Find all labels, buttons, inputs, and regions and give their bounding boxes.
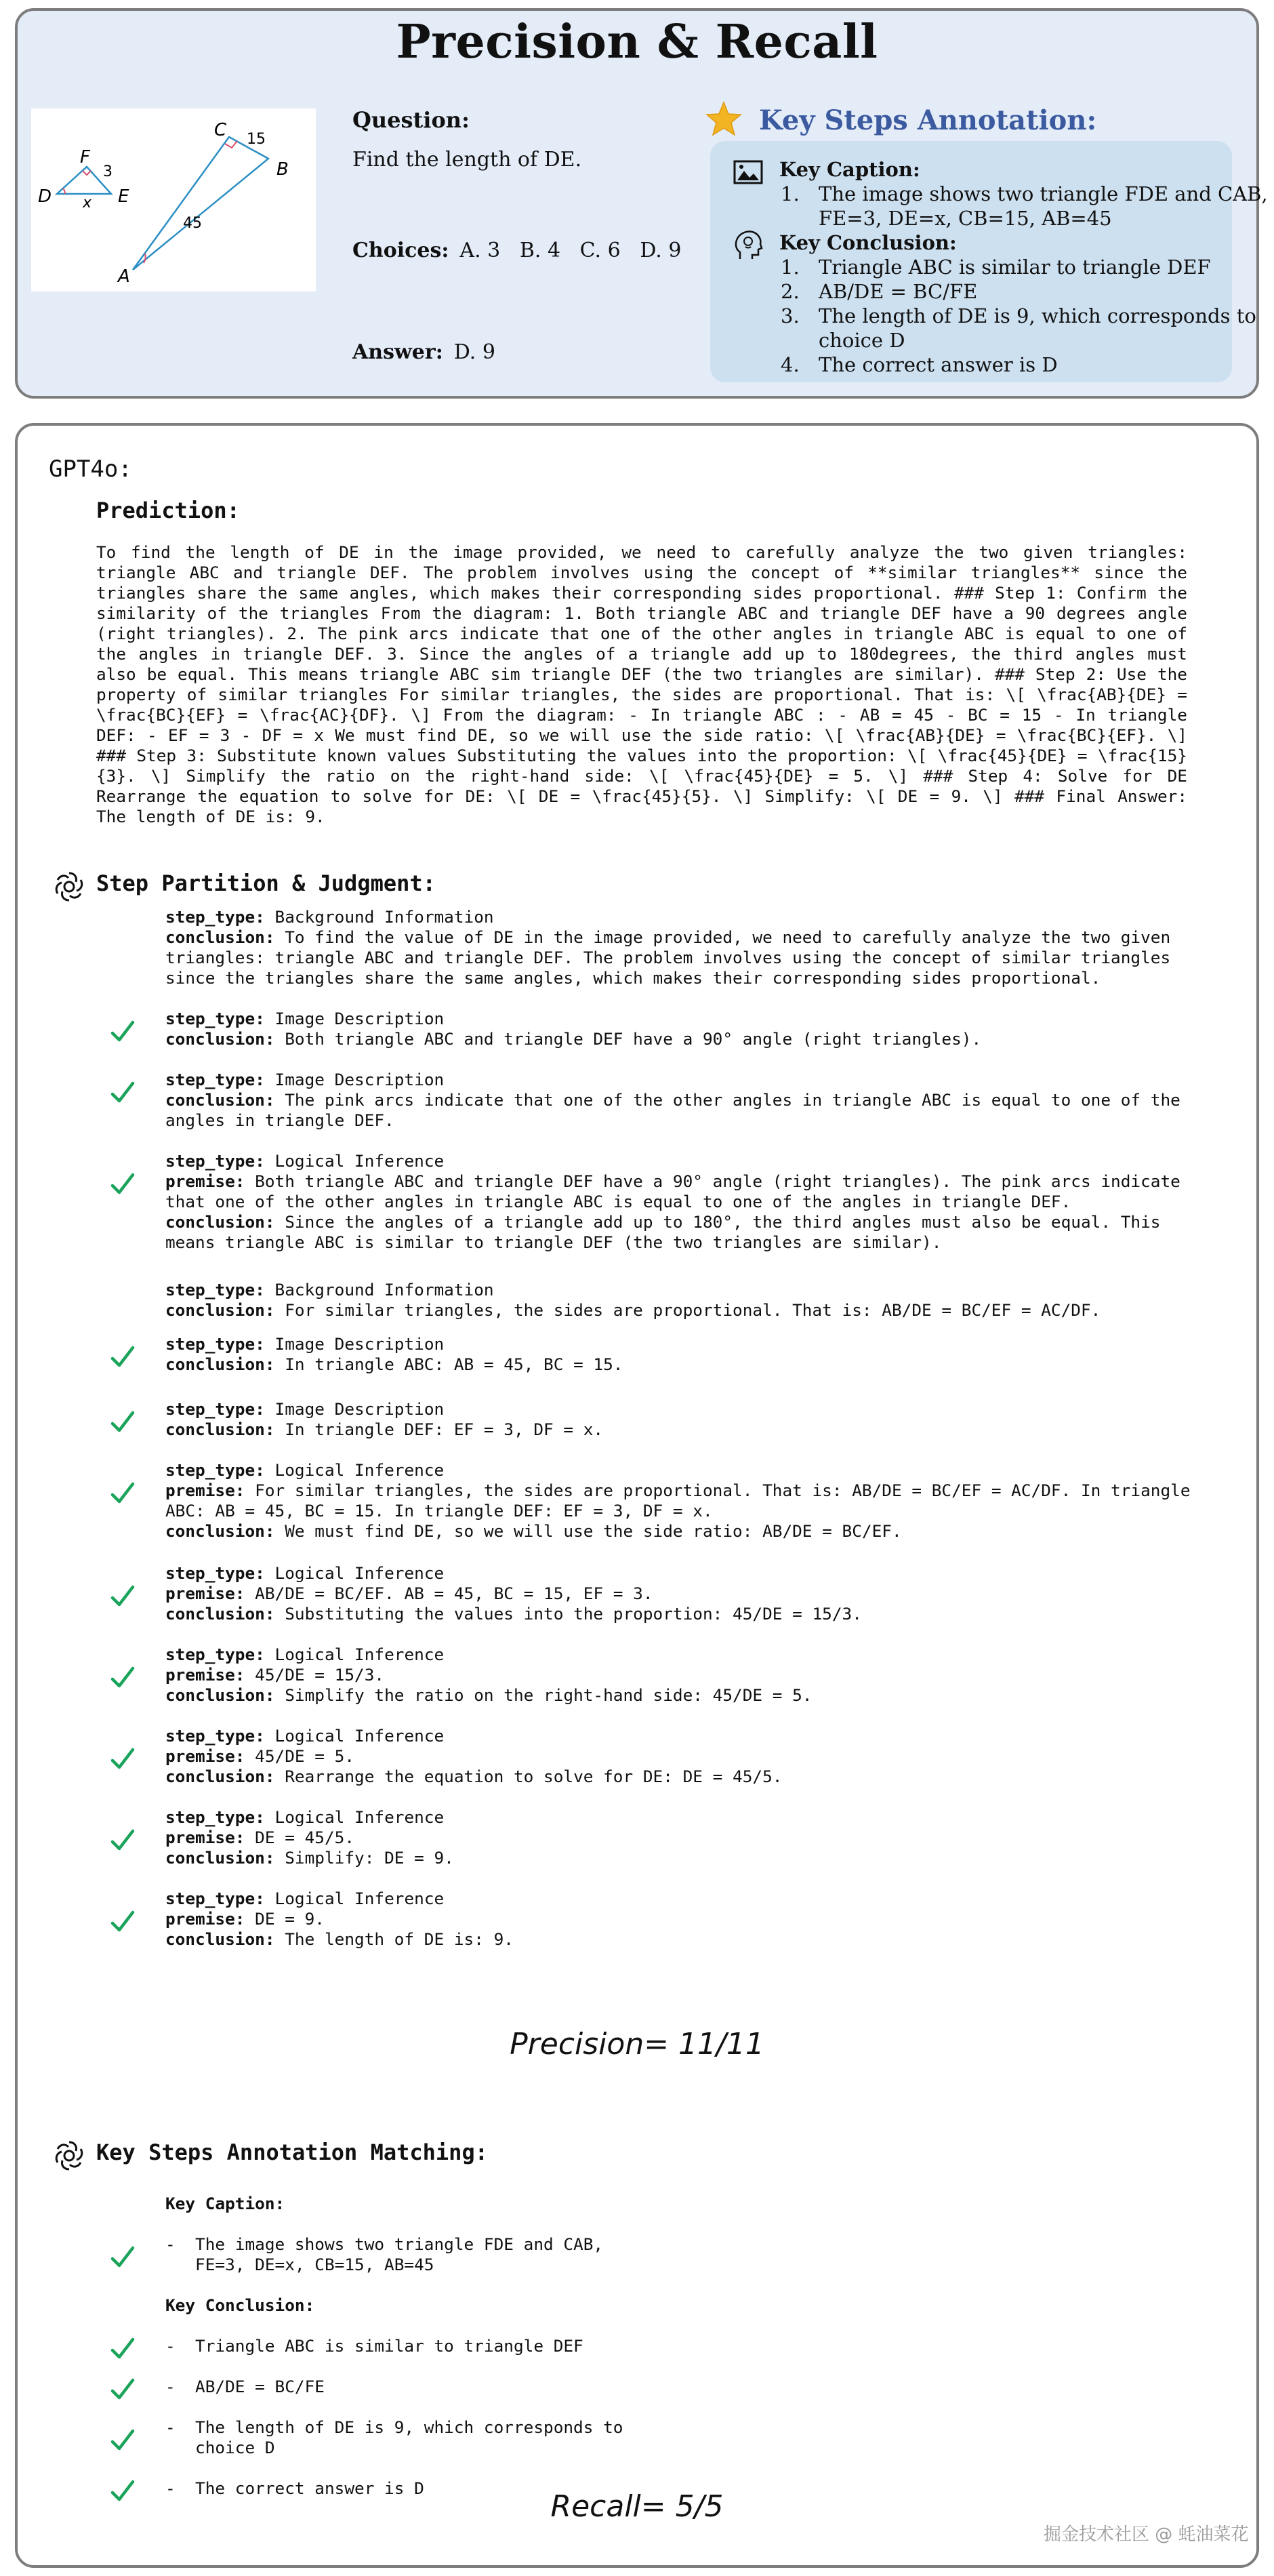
- step-item: [165, 1807, 1195, 1868]
- step-type-line: step_type: Image Description: [165, 1334, 445, 1354]
- choices-row: [352, 239, 681, 262]
- key-conclusion-head: Key Conclusion:: [779, 231, 957, 254]
- step-item: [165, 1645, 1195, 1706]
- step-conclusion-line: conclusion: The pink arcs indicate that one of the other angles in triangle ABC is equal to one of the angles in triangle DEF.: [165, 1090, 1180, 1130]
- answer-row: [352, 340, 495, 364]
- step-item: [165, 1563, 1195, 1624]
- key-conclusion-item: 2. AB/DE = BC/FE: [781, 280, 978, 303]
- image-icon: [733, 160, 763, 184]
- matching-heading: Key Steps Annotation Matching:: [96, 2139, 488, 2165]
- watermark: 掘金技术社区 @ 蚝油菜花: [1044, 2524, 1249, 2545]
- step-type-line: step_type: Background Information: [165, 1280, 494, 1300]
- step-conclusion-line: conclusion: Both triangle ABC and triangle DEF have a 90° angle (right triangles).: [165, 1029, 982, 1049]
- step-conclusion-line: conclusion: Since the angles of a triangle add up to 180°, the third angles must also be equal. This means triangle ABC is similar to triangle DEF (the two triangles are similar).: [165, 1212, 1161, 1252]
- check-icon: [108, 1664, 136, 1691]
- check-icon: [108, 1583, 136, 1610]
- prediction-heading: Prediction:: [96, 498, 240, 523]
- step-type-line: step_type: Logical Inference: [165, 1563, 445, 1583]
- answer-text: D. 9: [453, 340, 495, 364]
- label-a: A: [118, 266, 130, 287]
- question-label: Question:: [352, 107, 470, 133]
- label-x: x: [83, 195, 92, 212]
- step-item: [165, 1889, 1195, 1950]
- step-conclusion-line: conclusion: We must find DE, so we will use the side ratio: AB/DE = BC/EF.: [165, 1521, 902, 1541]
- choices-label: Choices:: [352, 239, 449, 262]
- step-type-line: step_type: Logical Inference: [165, 1889, 445, 1908]
- precision-result: Precision= 11/11: [510, 2027, 764, 2061]
- recall-result: Recall= 5/5: [550, 2489, 724, 2524]
- step-conclusion-line: conclusion: Rearrange the equation to solve for DE: DE = 45/5.: [165, 1767, 783, 1786]
- key-conclusion-item: 3. The length of DE is 9, which corresponds to: [781, 304, 1256, 327]
- model-name: GPT4o:: [49, 456, 132, 483]
- key-conclusion-item: 4. The correct answer is D: [781, 353, 1058, 376]
- star-icon: [705, 100, 743, 138]
- check-icon: [108, 2478, 136, 2505]
- step-premise-line: premise: DE = 45/5.: [165, 1828, 355, 1847]
- check-icon: [108, 1079, 136, 1106]
- check-icon: [108, 1908, 136, 1935]
- label-d: D: [38, 186, 52, 207]
- step-conclusion-line: conclusion: Simplify the ratio on the right-hand side: 45/DE = 5.: [165, 1685, 813, 1705]
- step-premise-line: premise: AB/DE = BC/EF. AB = 45, BC = 15, EF = 3.: [165, 1584, 653, 1603]
- step-item: [165, 1070, 1195, 1131]
- check-icon: [108, 1018, 136, 1045]
- head-brain-icon: [733, 229, 763, 262]
- step-conclusion-line: conclusion: Simplify: DE = 9.: [165, 1848, 454, 1868]
- check-icon: [108, 1409, 136, 1436]
- check-icon: [108, 1344, 136, 1371]
- key-caption-head: Key Caption:: [779, 158, 920, 181]
- step-premise-line: premise: 45/DE = 15/3.: [165, 1665, 385, 1685]
- key-conclusion-item-cont: choice D: [819, 329, 905, 352]
- step-partition-heading: Step Partition & Judgment:: [96, 870, 436, 896]
- check-icon: [108, 1827, 136, 1854]
- step-type-line: step_type: Logical Inference: [165, 1460, 445, 1480]
- label-f: F: [80, 147, 90, 167]
- step-item: [165, 1399, 1195, 1440]
- triangle-figure: [31, 108, 316, 291]
- matching-caption-head: Key Caption:: [165, 2194, 285, 2213]
- matching-conclusion-item: - The length of DE is 9, which corresponds to choice D: [165, 2417, 623, 2457]
- step-type-line: step_type: Logical Inference: [165, 1807, 445, 1827]
- label-e: E: [118, 186, 129, 207]
- step-type-line: step_type: Logical Inference: [165, 1151, 445, 1171]
- check-icon: [108, 1171, 136, 1198]
- key-steps-title: Key Steps Annotation:: [759, 104, 1097, 136]
- triangles-diagram: [31, 108, 316, 291]
- matching-caption-item: - The image shows two triangle FDE and CAB, FE=3, DE=x, CB=15, AB=45: [165, 2234, 604, 2274]
- label-c: C: [214, 120, 227, 140]
- prediction-text: To find the length of DE in the image provided, we need to carefully analyze the two given triangles: triangle ABC and triangle DEF. The problem involves using the concept of **similar triangles** since the triangles share the same angles, which makes their corresponding sides proportional. ### Step 1: Confirm the similarity of the triangles From the diagram: 1. Both triangle ABC and triangle DEF have a 90 degrees angle (right triangles). 2. The pink arcs indicate that one of the other angles in triangle ABC is equal to one of the angles in triangle DEF. 3. Since the angles of a triangle add up to 180degrees, the third angles must also be equal. This means triangle ABC sim triangle DEF (the two triangles are similar). ### Step 2: Use the property of similar triangles For similar triangles, the sides are proportional. That is: \[ \frac{AB}{DE} = \frac{BC}{EF} = \frac{AC}{DF}. \] From the diagram: - In triangle ABC : - AB = 45 - BC = 15 - In triangle DEF: - EF = 3 - DF = x We must find DE, so we will use the side ratio: \[ \frac{AB}{DE} = \frac{BC}{EF}. \] ### Step 3: Substitute known values Substituting the values into the proportion: \[ \frac{45}{DE} = \frac{15}{3}. \] Simplify the ratio on the right-hand side: \[ \frac{45}{DE} = 5. \] ### Step 4: Solve for DE Rearrange the equation to solve for DE: \[ DE = \frac{45}{5}. \] Simplify: \[ DE = 9. \] ### Final Answer: The length of DE is: 9.: [96, 542, 1187, 826]
- step-item: [165, 1334, 1195, 1375]
- openai-logo-icon: [53, 2139, 85, 2172]
- step-conclusion-line: conclusion: Substituting the values into the proportion: 45/DE = 15/3.: [165, 1604, 862, 1624]
- triangle-cab: [133, 137, 268, 270]
- key-conclusion-item: 1. Triangle ABC is similar to triangle DEF: [781, 256, 1211, 279]
- answer-label: Answer:: [352, 340, 443, 364]
- check-icon: [108, 2244, 136, 2271]
- choices-text: A. 3 B. 4 C. 6 D. 9: [459, 239, 682, 262]
- step-type-line: step_type: Logical Inference: [165, 1645, 445, 1664]
- key-caption-item-cont: FE=3, DE=x, CB=15, AB=45: [819, 207, 1112, 230]
- step-type-line: step_type: Image Description: [165, 1009, 445, 1028]
- step-type-line: step_type: Background Information: [165, 907, 494, 927]
- check-icon: [108, 2376, 136, 2403]
- matching-conclusion-head: Key Conclusion:: [165, 2295, 315, 2315]
- step-conclusion-line: conclusion: The length of DE is: 9.: [165, 1929, 514, 1949]
- question-text: Find the length of DE.: [352, 148, 582, 172]
- step-conclusion-line: conclusion: In triangle DEF: EF = 3, DF = x.: [165, 1420, 604, 1439]
- label-3: 3: [103, 163, 112, 180]
- step-item: [165, 1151, 1195, 1253]
- step-item: [165, 1726, 1195, 1787]
- step-type-line: step_type: Logical Inference: [165, 1726, 445, 1746]
- check-icon: [108, 2427, 136, 2454]
- step-premise-line: premise: 45/DE = 5.: [165, 1746, 355, 1766]
- step-item: [165, 1460, 1195, 1542]
- check-icon: [108, 2335, 136, 2362]
- step-premise-line: premise: Both triangle ABC and triangle DEF have a 90° angle (right triangles). The pink arcs indicate that one of the other angles in triangle ABC is equal to one of the angles in triangle DEF.: [165, 1171, 1180, 1211]
- check-icon: [108, 1480, 136, 1507]
- label-b: B: [276, 159, 289, 180]
- step-premise-line: premise: DE = 9.: [165, 1909, 325, 1929]
- right-angle-mark-f: [83, 171, 91, 175]
- check-icon: [108, 1746, 136, 1773]
- right-angle-mark-c: [225, 141, 237, 148]
- label-45: 45: [183, 215, 202, 232]
- matching-conclusion-item: - The correct answer is D: [165, 2478, 424, 2498]
- step-item: [165, 907, 1195, 988]
- matching-conclusion-item: - Triangle ABC is similar to triangle DEF: [165, 2336, 583, 2356]
- step-item: [165, 1280, 1195, 1321]
- matching-conclusion-item: - AB/DE = BC/FE: [165, 2377, 325, 2396]
- label-15: 15: [247, 131, 266, 148]
- step-type-line: step_type: Image Description: [165, 1399, 445, 1419]
- step-premise-line: premise: For similar triangles, the sides are proportional. That is: AB/DE = BC/EF = AC/DF. In triangle ABC: AB = 45, BC = 15. In triangle DEF: EF = 3, DF = x.: [165, 1481, 1191, 1521]
- openai-logo-icon: [53, 870, 85, 903]
- step-item: [165, 1009, 1195, 1049]
- step-conclusion-line: conclusion: In triangle ABC: AB = 45, BC = 15.: [165, 1354, 623, 1374]
- step-conclusion-line: conclusion: For similar triangles, the sides are proportional. That is: AB/DE = BC/EF = AC/DF.: [165, 1300, 1101, 1320]
- step-type-line: step_type: Image Description: [165, 1070, 445, 1089]
- page-title: Precision & Recall: [396, 15, 878, 69]
- key-caption-item: 1. The image shows two triangle FDE and CAB,: [781, 182, 1268, 205]
- step-conclusion-line: conclusion: To find the value of DE in the image provided, we need to carefully analyze the two given triangles: triangle ABC and triangle DEF. The problem involves using the concept of similar triangles since the triangles share the same angles, which makes their corresponding sides proportional.: [165, 927, 1171, 988]
